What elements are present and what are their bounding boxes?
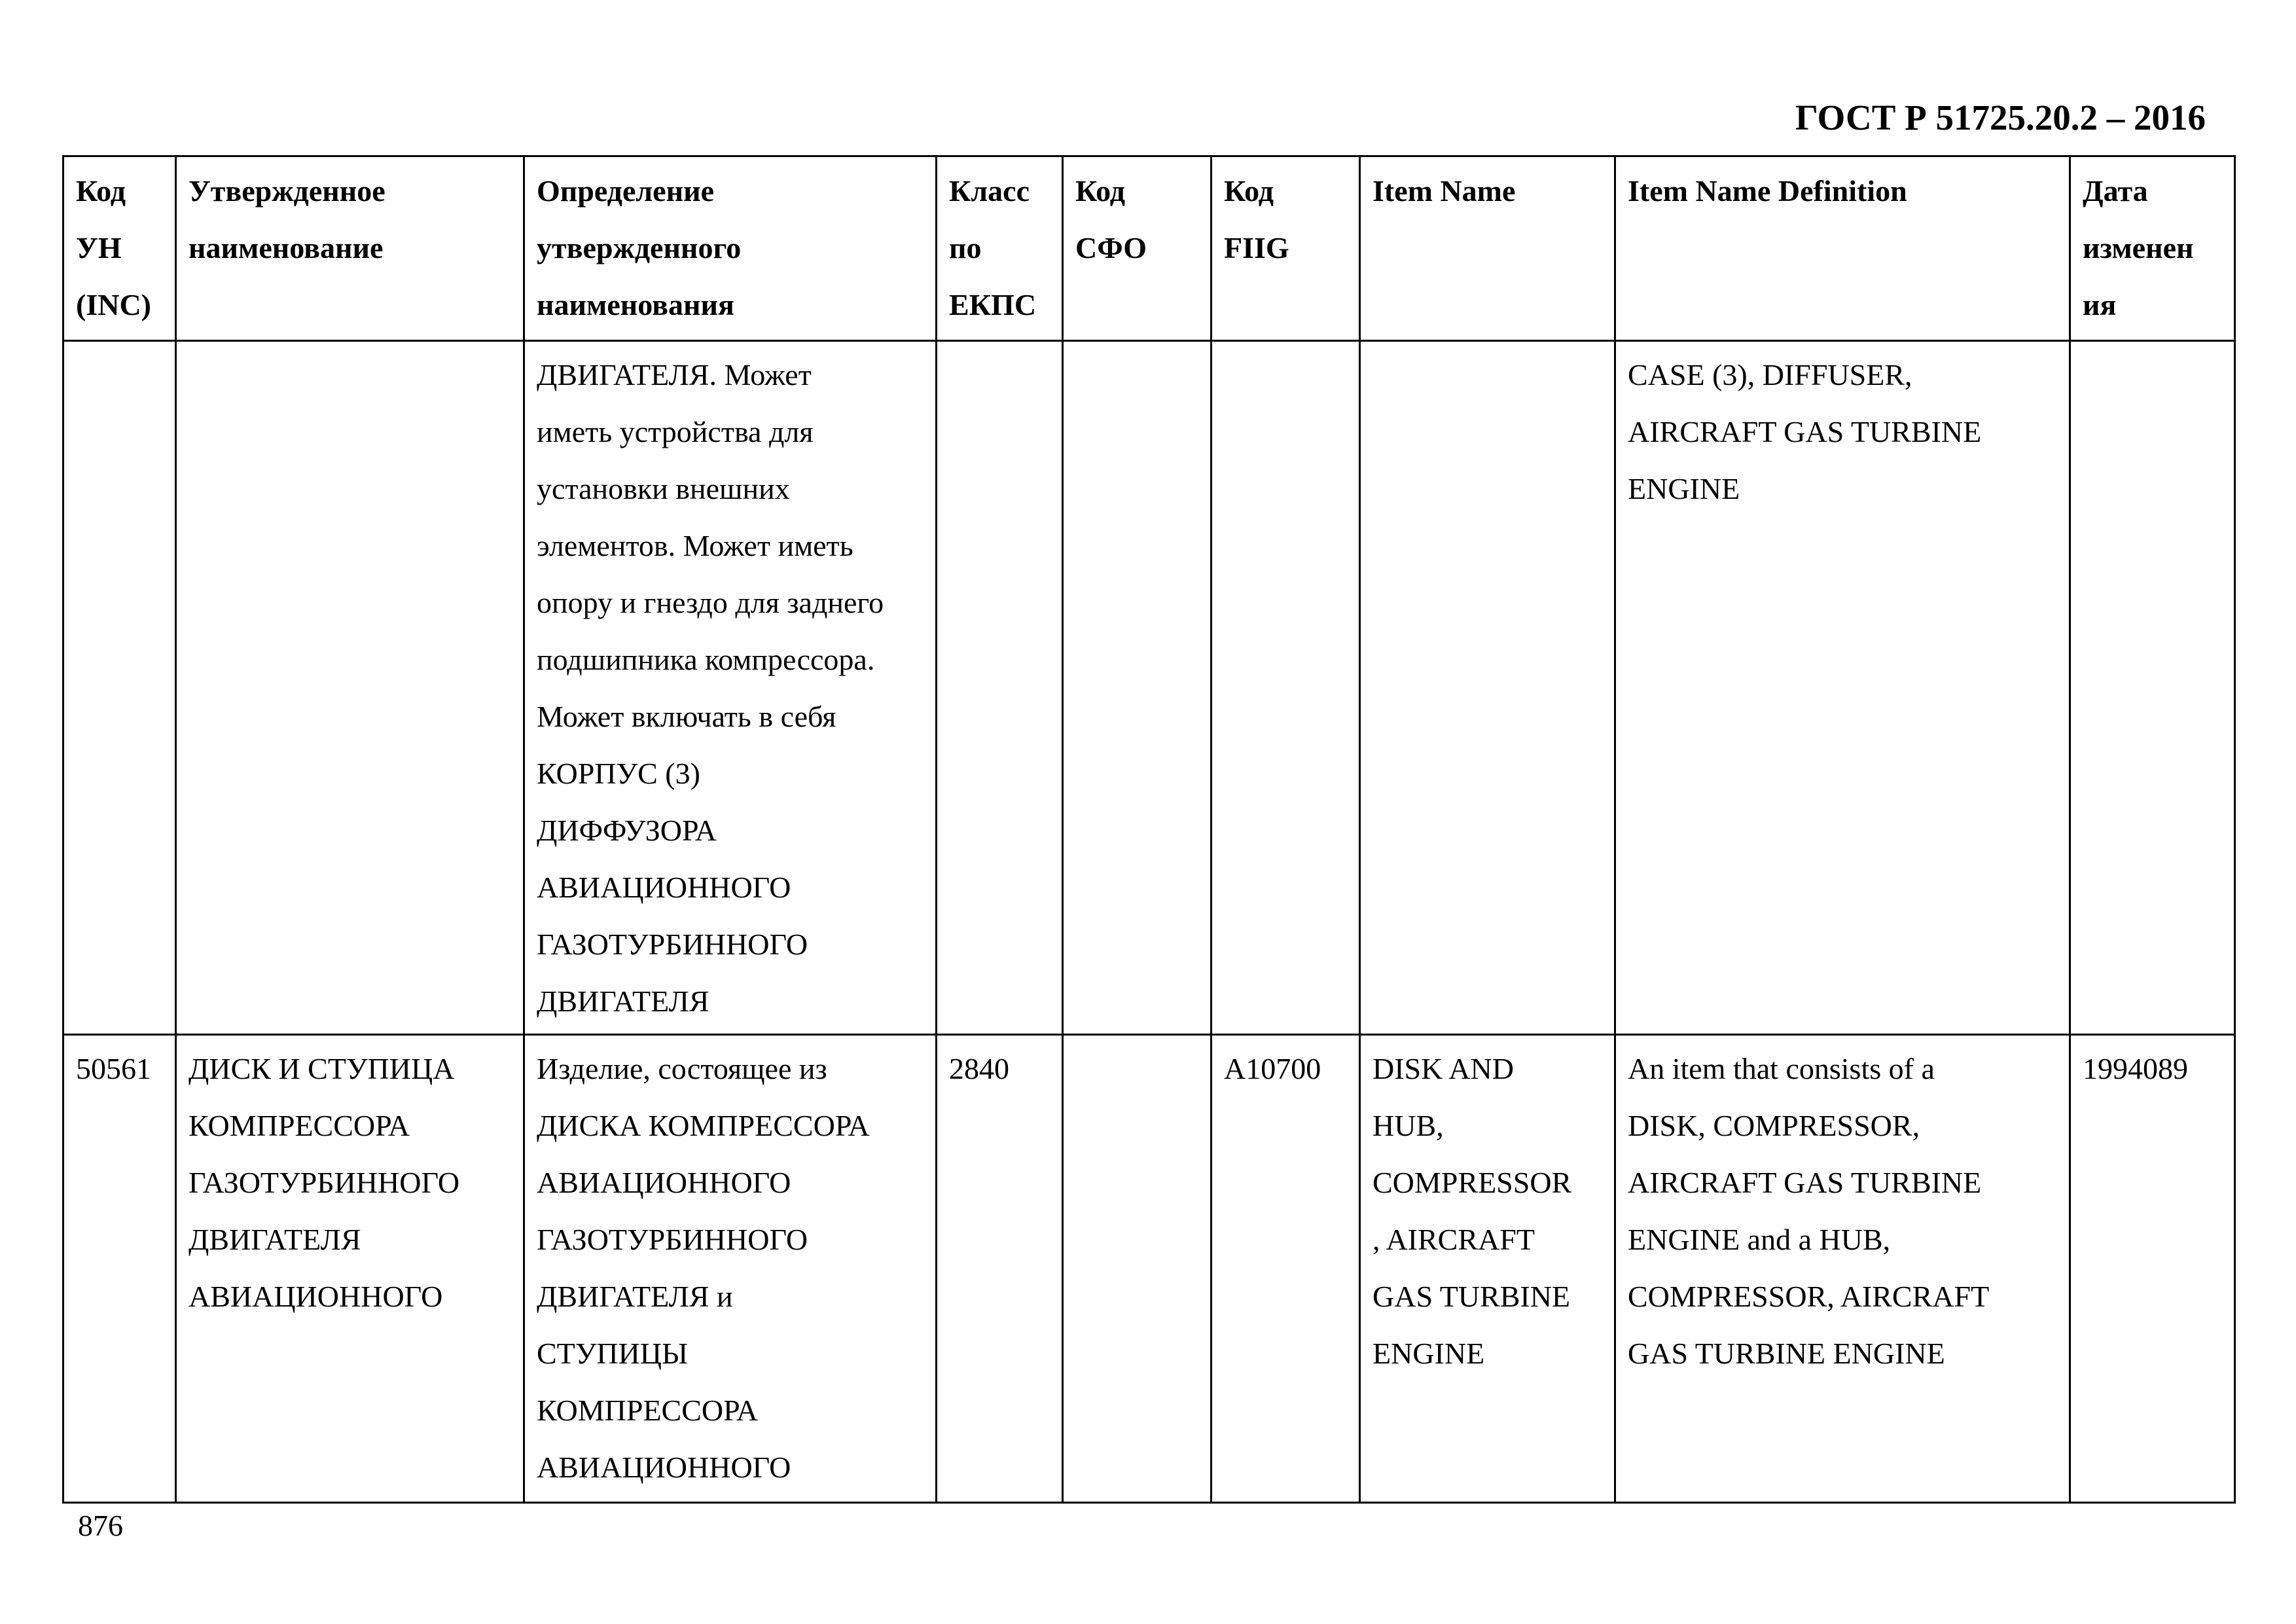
cell-change-date: 1994089 <box>2070 1035 2235 1503</box>
cell-sfo-code <box>1063 1035 1211 1503</box>
column-header-change-date: Дата изменен ия <box>2070 156 2235 341</box>
column-header-sfo-code: Код СФО <box>1063 156 1211 341</box>
column-header-ekps-class: Класс по ЕКПС <box>937 156 1063 341</box>
cell-item-name: DISK AND HUB, COMPRESSOR , AIRCRAFT GAS TURBINE ENGINE <box>1360 1035 1615 1503</box>
classification-table <box>62 155 2236 1504</box>
cell-ekps-class: 2840 <box>937 1035 1063 1503</box>
cell-sfo-code <box>1063 341 1211 1035</box>
cell-name-definition: ДВИГАТЕЛЯ. Может иметь устройства для установки внешних элементов. Может иметь опору и гнездо для заднего подшипника компрессора. Может включать в себя КОРПУС (3) ДИФФУЗОРА АВИАЦИОННОГО ГАЗОТУРБИННОГО ДВИГАТЕЛЯ <box>524 341 937 1035</box>
table-row <box>63 341 2235 1035</box>
column-header-item-name: Item Name <box>1360 156 1615 341</box>
cell-fiig-code <box>1211 341 1360 1035</box>
cell-fiig-code: A10700 <box>1211 1035 1360 1503</box>
cell-inc <box>63 341 176 1035</box>
cell-ekps-class <box>937 341 1063 1035</box>
column-header-name-definition: Определение утвержденного наименования <box>524 156 937 341</box>
column-header-item-name-definition: Item Name Definition <box>1615 156 2070 341</box>
page-number: 876 <box>78 1509 123 1542</box>
column-header-fiig-code: Код FIIG <box>1211 156 1360 341</box>
cell-item-name-definition: CASE (3), DIFFUSER, AIRCRAFT GAS TURBINE ENGINE <box>1615 341 2070 1035</box>
cell-item-name-definition: An item that consists of a DISK, COMPRESSOR, AIRCRAFT GAS TURBINE ENGINE and a HUB, COMPRESSOR, AIRCRAFT GAS TURBINE ENGINE <box>1615 1035 2070 1503</box>
cell-name-definition: Изделие, состоящее из ДИСКА КОМПРЕССОРА АВИАЦИОННОГО ГАЗОТУРБИННОГО ДВИГАТЕЛЯ и СТУПИЦЫ КОМПРЕССОРА АВИАЦИОННОГО <box>524 1035 937 1503</box>
table-row <box>63 1035 2235 1503</box>
cell-inc: 50561 <box>63 1035 176 1503</box>
table-header-row <box>63 156 2235 341</box>
document-code: ГОСТ Р 51725.20.2 – 2016 <box>1795 98 2206 137</box>
column-header-approved-name: Утвержденное наименование <box>176 156 524 341</box>
cell-change-date <box>2070 341 2235 1035</box>
cell-item-name <box>1360 341 1615 1035</box>
column-header-inc: Код УН (INC) <box>63 156 176 341</box>
cell-approved-name <box>176 341 524 1035</box>
cell-approved-name: ДИСК И СТУПИЦА КОМПРЕССОРА ГАЗОТУРБИННОГО ДВИГАТЕЛЯ АВИАЦИОННОГО <box>176 1035 524 1503</box>
